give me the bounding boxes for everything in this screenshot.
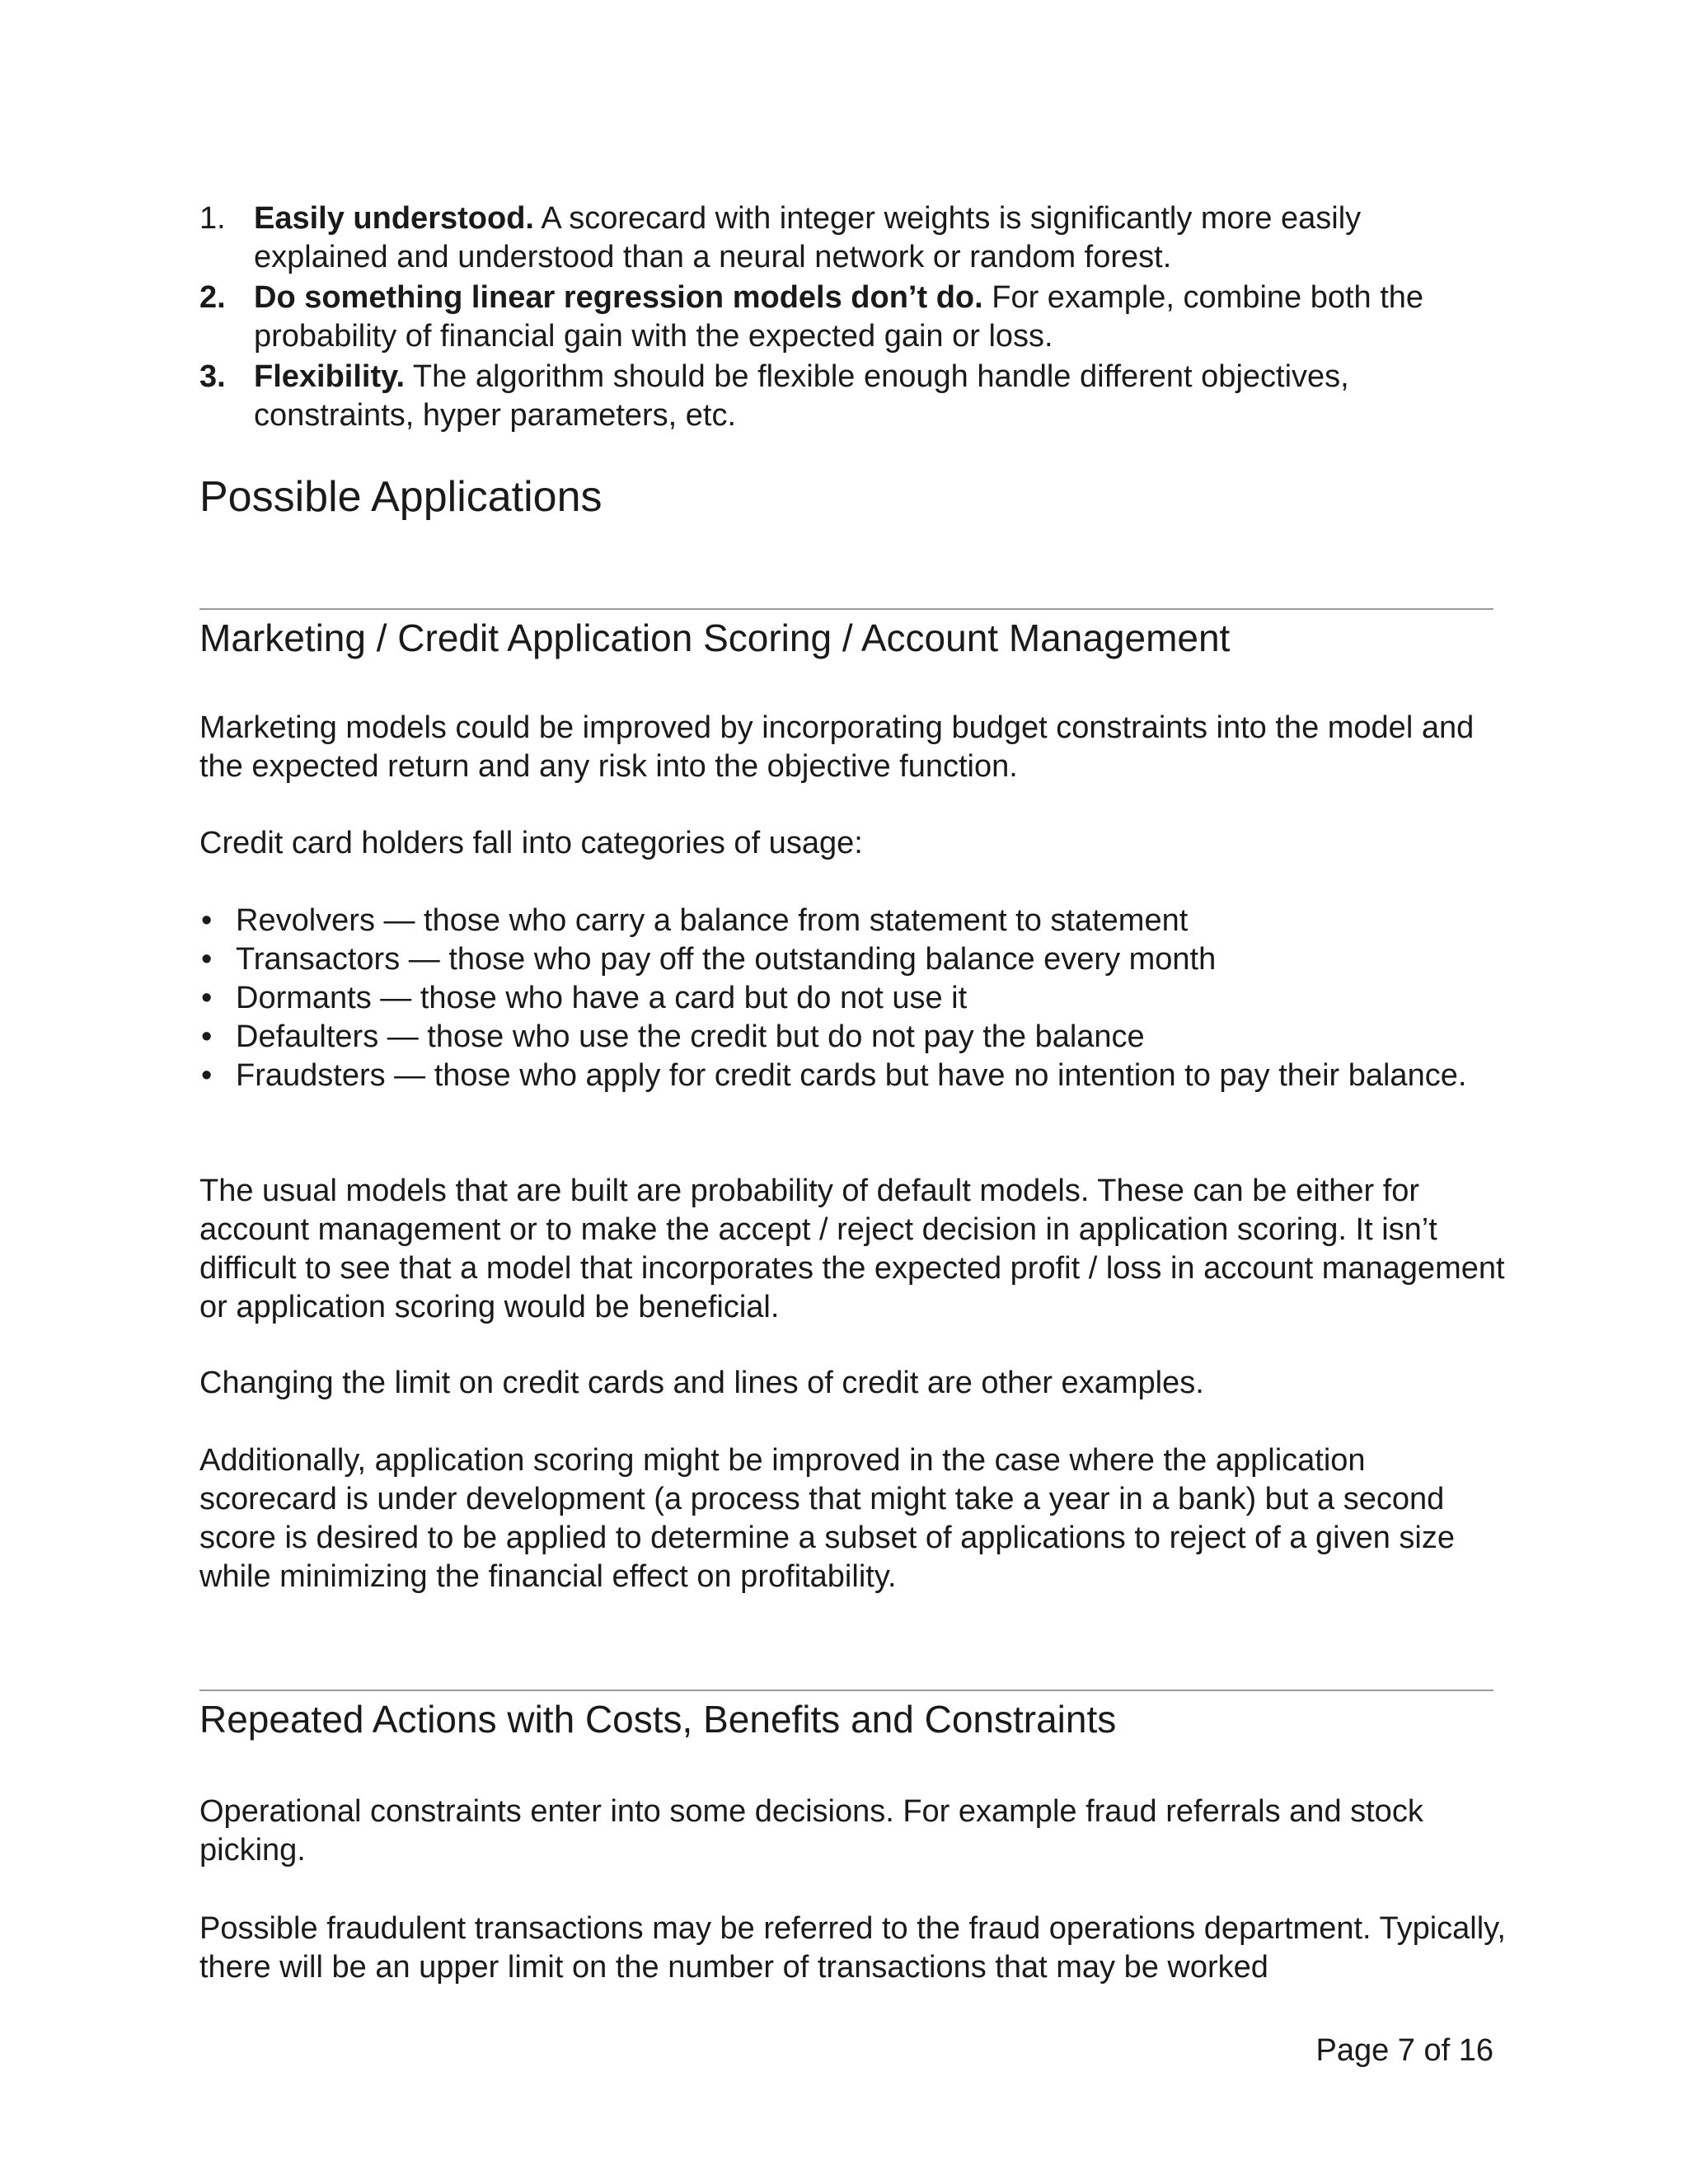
repeated-actions-heading: Repeated Actions with Costs, Benefits and Constraints bbox=[199, 1698, 1117, 1741]
list-item-text: The algorithm should be flexible enough handle different objectives, constraints, hyper parameters, etc. bbox=[254, 359, 1349, 433]
list-number: 2. bbox=[199, 280, 226, 315]
page-number: Page 7 of 16 bbox=[1315, 2033, 1493, 2068]
list-item bbox=[199, 1018, 1493, 1057]
list-item-text: Defaulters — those who use the credit but do not pay the balance bbox=[236, 1019, 1145, 1054]
list-item-text: Fraudsters — those who apply for credit cards but have no intention to pay their balance. bbox=[236, 1058, 1467, 1093]
list-item-text: Dormants — those who have a card but do not use it bbox=[236, 981, 968, 1015]
bullet-icon: • bbox=[201, 1058, 213, 1093]
fraud-referral-paragraph: Possible fraudulent transactions may be referred to the fraud operations department. Typically, there will be an upper limit on the number of transactions that may be worked bbox=[199, 1911, 1506, 1985]
list-number: 3. bbox=[199, 359, 226, 394]
bullet-icon: • bbox=[201, 1019, 213, 1054]
list-item-text: A scorecard with integer weights is significantly more easily explained and understood than a neural network or random forest. bbox=[254, 201, 1362, 274]
list-item bbox=[199, 279, 1493, 356]
section-divider bbox=[199, 608, 1493, 610]
bullet-icon: • bbox=[201, 981, 213, 1015]
list-item bbox=[199, 940, 1493, 979]
usage-categories-list bbox=[199, 902, 1493, 1095]
criteria-list bbox=[199, 199, 1493, 437]
application-scoring-paragraph: Additionally, application scoring might be improved in the case where the application scorecard is under development (a process that might take a year in a bank) but a second score is desired to be applied to determine a subset of applications to reject of a given size while minimizing the financial effect on profitability. bbox=[199, 1443, 1455, 1594]
list-item-lead: Flexibility. bbox=[254, 359, 406, 394]
marketing-paragraph: Marketing models could be improved by incorporating budget constraints into the model and the expected return and any risk into the objective function. bbox=[199, 710, 1475, 784]
list-item-text: Revolvers — those who carry a balance from statement to statement bbox=[236, 903, 1189, 938]
bullet-icon: • bbox=[201, 942, 213, 977]
limit-paragraph: Changing the limit on credit cards and lines of credit are other examples. bbox=[199, 1366, 1204, 1400]
list-item bbox=[199, 199, 1493, 277]
list-item-text: Transactors — those who pay off the outstanding balance every month bbox=[236, 942, 1217, 977]
operational-constraints-paragraph: Operational constraints enter into some decisions. For example fraud referrals and stock picking. bbox=[199, 1794, 1423, 1868]
list-item bbox=[199, 1057, 1493, 1095]
list-item-text: For example, combine both the probability of financial gain with the expected gain or loss. bbox=[254, 280, 1424, 354]
list-item bbox=[199, 902, 1493, 940]
list-item bbox=[199, 979, 1493, 1018]
section-divider bbox=[199, 1690, 1493, 1691]
list-number: 1. bbox=[199, 201, 226, 236]
list-item-lead: Do something linear regression models don’t do. bbox=[254, 280, 983, 315]
marketing-heading: Marketing / Credit Application Scoring / Account Management bbox=[199, 616, 1231, 659]
document-page bbox=[199, 0, 1506, 2184]
list-item bbox=[199, 358, 1493, 435]
bullet-icon: • bbox=[201, 903, 213, 938]
default-models-paragraph: The usual models that are built are probability of default models. These can be either for account management or to make the accept / reject decision in application scoring. It isn’t difficult to see that a model that incorporates the expected profit / loss in account management or application scoring would be beneficial. bbox=[199, 1174, 1505, 1324]
list-item-lead: Easily understood. bbox=[254, 201, 534, 236]
section-title: Possible Applications bbox=[199, 473, 603, 521]
usage-intro: Credit card holders fall into categories of usage: bbox=[199, 826, 863, 860]
